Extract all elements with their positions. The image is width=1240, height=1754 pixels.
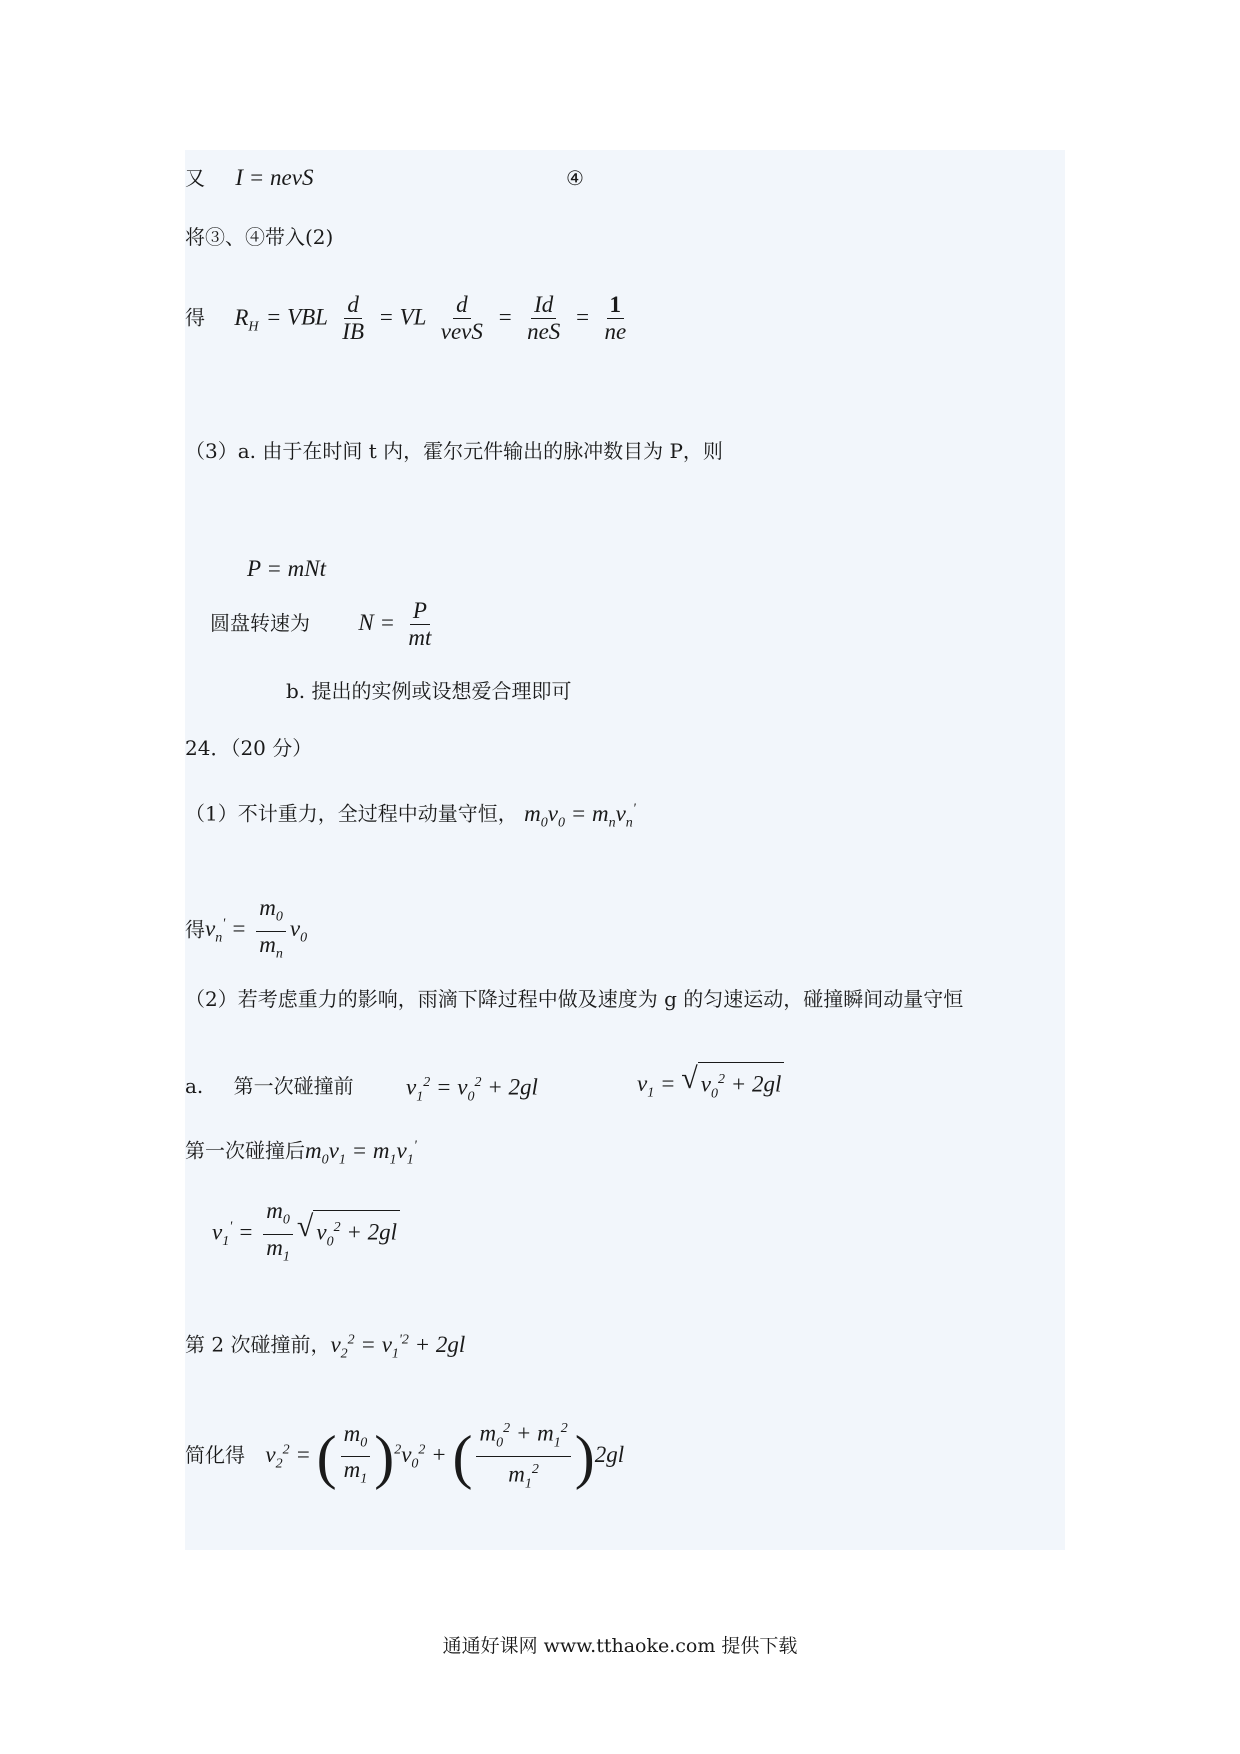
fraction-id-nes: $\frac{Id}{\text{neS}}$ [527, 292, 561, 344]
eq-v1-prime: $v_1'$ = $\frac{m_0}{m_1}$ √ $v_0^2 + 2gl$ [212, 1198, 400, 1270]
eq-v1-squared: $v_1^2 = v_0^2 + 2gl$ [406, 1074, 538, 1105]
line-part1 [185, 796, 636, 836]
label-de: 得 [185, 305, 205, 330]
line-current-eq [185, 165, 313, 191]
eq-vbl: = VBL [265, 304, 328, 330]
eq-v2-squared: $v_2^2 = v_1^{'2} + 2gl$ [330, 1331, 466, 1362]
line-part3b: b. 提出的实例或设想爱合理即可 [286, 679, 572, 703]
label-de: 得 [185, 917, 205, 942]
eq-momentum-first-collision: $m_0v_1 = m_1v_1'$ [305, 1137, 417, 1168]
line-first-collision-before [185, 1073, 354, 1099]
line-vn-result [185, 895, 307, 967]
eq-vn-prime: $v_n'$ = $\frac{m_0}{m_n}$ $v_0$ [205, 895, 308, 962]
rh-symbol: $R_H$ [234, 304, 259, 335]
fraction-p-mt: $\frac{P}{mt}$ [408, 598, 432, 650]
first-collision-after-text: 第一次碰撞后 [185, 1138, 305, 1163]
part1-text: （1）不计重力，全过程中动量守恒， [185, 801, 518, 826]
label-a: a. [185, 1074, 204, 1098]
label-you: 又 [185, 166, 205, 190]
line-part2: （2）若考虑重力的影响，雨滴下降过程中做及速度为 g 的匀速运动，碰撞瞬间动量守恒 [185, 987, 964, 1011]
eq-sign: = [574, 304, 591, 330]
second-collision-before-text: 第 2 次碰撞前， [185, 1332, 331, 1357]
eq-mark-4: ④ [566, 166, 584, 190]
line-rh-derivation [185, 292, 633, 345]
line-rotation-speed [210, 598, 438, 651]
line-substitute: 将③、④带入(2) [185, 225, 334, 249]
fraction-d-ib: $\frac{d}{IB}$ [342, 292, 365, 344]
line-first-collision-after [185, 1133, 417, 1173]
eq-vl: = VL [378, 304, 427, 330]
fraction-1-ne: $\frac{1}{ne}$ [604, 292, 627, 344]
first-collision-before-text: 第一次碰撞前 [233, 1074, 354, 1098]
line-second-collision-before [185, 1327, 465, 1367]
label-rotation-speed: 圆盘转速为 [210, 611, 310, 635]
eq-i-nevs: I = nevS [235, 165, 314, 190]
line-part3a: （3）a. 由于在时间 t 内，霍尔元件输出的脉冲数目为 P，则 [185, 439, 723, 463]
footer-source: 通通好课网 www.tthaoke.com 提供下载 [442, 1635, 798, 1657]
line-simplified [185, 1416, 624, 1498]
question-24-heading: 24．（20 分） [185, 736, 313, 760]
eq-sign: = [497, 304, 513, 330]
label-simplified: 简化得 [185, 1443, 245, 1468]
eq-n: N = [358, 610, 395, 635]
eq-p-mnt: P = mNt [247, 556, 326, 581]
eq-v1-sqrt: $v_1$ = √ $v_0^2 + 2gl$ [637, 1062, 784, 1109]
fraction-d-vevs: $\frac{d}{\text{vevS}}$ [440, 292, 483, 344]
eq-v2-simplified: $v_2^2$ = ( $\frac{m_0}{m_1}$ ) $^2v_0^2$ + ( $\frac{m_0^2 + m_1^2}{m_1^2}$ ) 2gl [265, 1442, 624, 1467]
eq-momentum-conservation: $m_0v_0 = m_nv_n'$ [524, 800, 636, 831]
